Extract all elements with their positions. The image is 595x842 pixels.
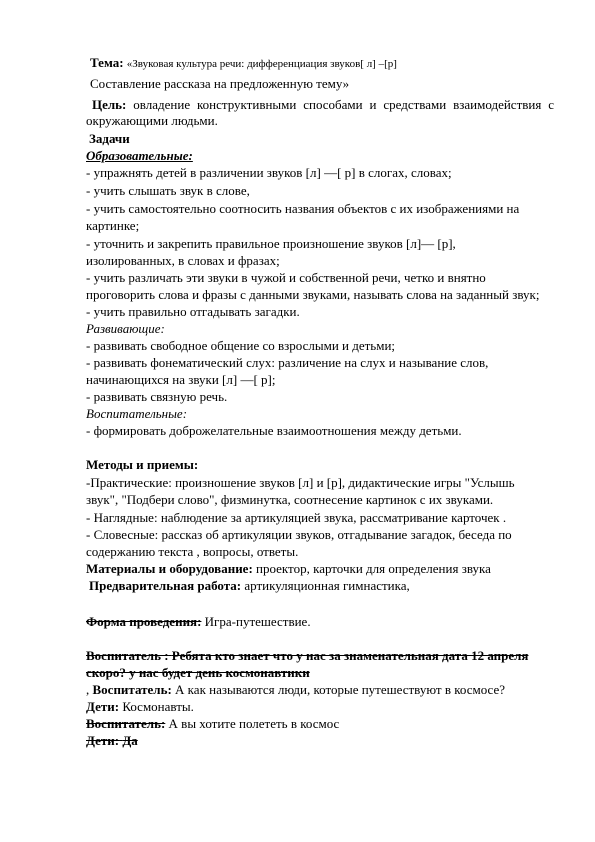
- theme-line-2: Составление рассказа на предложенную тему»: [90, 76, 350, 91]
- developing-line: - развивать связную речь.: [86, 389, 228, 404]
- form-line: [86, 614, 554, 630]
- goal-label: Цель:: [92, 97, 127, 112]
- educational-line: - учить правильно отгадывать загадки.: [86, 304, 300, 319]
- methods-line: -Практические: произношение звуков [л] и [р], дидактические игры "Услышь: [86, 475, 515, 490]
- prep-line: [89, 578, 557, 594]
- educational-line: изолированных, в словах и фразах;: [86, 253, 280, 268]
- upbringing-line: - формировать доброжелательные взаимоотношения между детьми.: [86, 423, 462, 438]
- methods-line: содержанию текста , вопросы, ответы.: [86, 544, 299, 559]
- educational-line: - учить слышать звук в слове,: [86, 183, 250, 198]
- theme-line: [90, 55, 558, 72]
- teacher-text: А как называются люди, которые путешествуют в космосе?: [175, 682, 505, 697]
- dialogue-line-3: [86, 682, 554, 698]
- materials-label: Материалы и оборудование:: [86, 561, 253, 576]
- prep-text: артикуляционная гимнастика,: [244, 578, 410, 593]
- dialogue-line-5: [86, 716, 554, 732]
- prep-label: Предварительная работа:: [89, 578, 242, 593]
- upbringing-heading: Воспитательные:: [86, 406, 188, 421]
- educational-line: - учить различать эти звуки в чужой и собственной речи, четко и внятно: [86, 270, 486, 285]
- goal-line: [92, 97, 554, 113]
- developing-line: - развивать свободное общение со взрослыми и детьми;: [86, 338, 396, 353]
- teacher-text: А вы хотите полететь в космос: [168, 716, 340, 731]
- teacher-text: Ребята кто знает что у нас за знаменательная дата 12 апреля: [171, 648, 529, 663]
- comma-prefix: ,: [86, 682, 90, 697]
- educational-line: - учить самостоятельно соотносить названия объектов с их изображениями на: [86, 201, 520, 216]
- goal-text: овладение конструктивными способами и средствами взаимодействия с: [133, 97, 554, 112]
- children-label: Дети:: [86, 699, 120, 714]
- tasks-heading: Задачи: [89, 131, 130, 146]
- form-text: Игра-путешествие.: [204, 614, 311, 629]
- goal-line-2: окружающими людьми.: [86, 113, 218, 128]
- children-text: Космонавты.: [122, 699, 194, 714]
- methods-line: - Словесные: рассказ об артикуляции звуков, отгадывание загадок, беседа по: [86, 527, 512, 542]
- teacher-label: Воспитатель:: [92, 682, 172, 697]
- educational-line: - уточнить и закрепить правильное произношение звуков [л]— [р],: [86, 236, 456, 251]
- educational-line: - упражнять детей в различении звуков [л] —[ р] в слогах, словах;: [86, 165, 452, 180]
- developing-line: - развивать фонематический слух: различение на слух и называние слов,: [86, 355, 489, 370]
- educational-line: картинке;: [86, 218, 140, 233]
- methods-line: - Наглядные: наблюдение за артикуляцией звука, рассматривание карточек .: [86, 510, 507, 525]
- dialogue-line-6: [86, 733, 554, 749]
- methods-line: звук", "Подбери слово", физминутка, соотнесение картинок с их звуками.: [86, 492, 494, 507]
- dialogue-line-4: [86, 699, 554, 715]
- methods-heading: Методы и приемы:: [86, 457, 199, 472]
- teacher-label: Воспитатель:: [86, 716, 166, 731]
- educational-heading: Образовательные:: [86, 148, 193, 163]
- teacher-label: Воспитатель :: [86, 648, 169, 663]
- children-text: Да: [122, 733, 138, 748]
- developing-heading: Развивающие:: [86, 321, 165, 336]
- educational-line: проговорить слова и фразы с данными звуками, называть слова на заданный звук;: [86, 287, 540, 302]
- theme-label: Тема:: [90, 55, 124, 70]
- theme-text: «Звуковая культура речи: дифференциация звуков[ л] –[р]: [126, 58, 397, 70]
- materials-text: проектор, карточки для определения звука: [256, 561, 491, 576]
- form-label: Форма проведения:: [86, 614, 202, 629]
- developing-line: начинающихся на звуки [л] —[ р];: [86, 372, 276, 387]
- dialogue-line-1: [86, 648, 554, 664]
- materials-line: [86, 561, 554, 577]
- children-label: Дети:: [86, 733, 120, 748]
- dialogue-line-2: скоро? у нас будет день космонавтики: [86, 665, 310, 680]
